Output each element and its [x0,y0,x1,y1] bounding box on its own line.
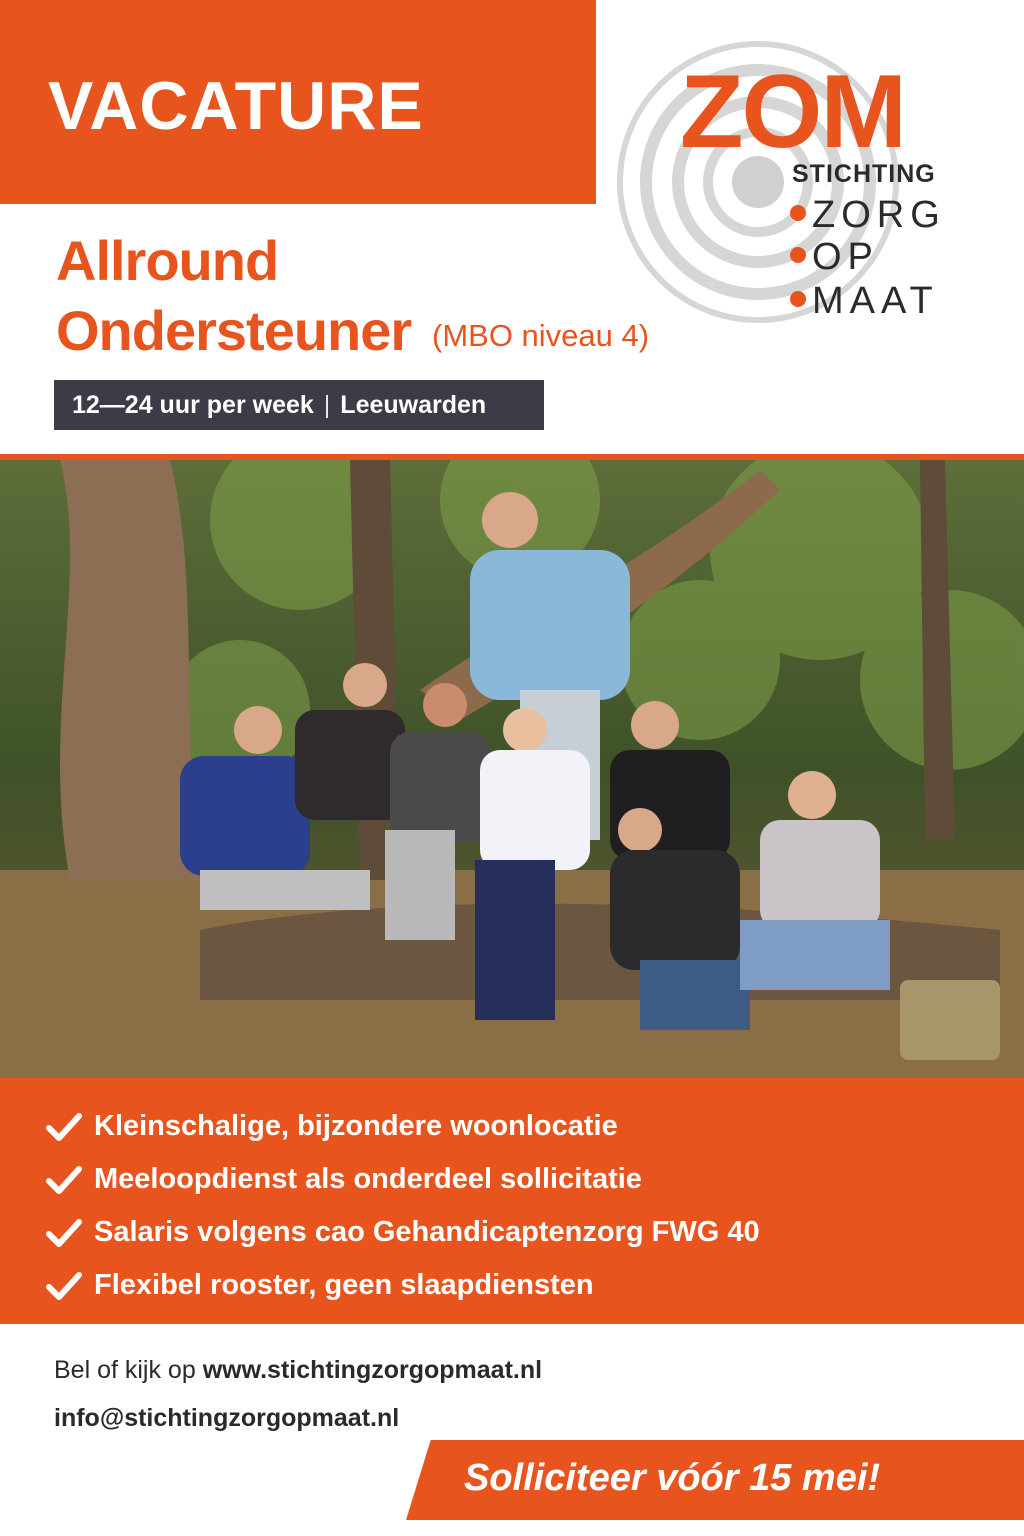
job-title-line2: Ondersteuner [56,299,412,362]
logo-line-maat: MAAT [790,282,939,320]
benefit-text: Salaris volgens cao Gehandicaptenzorg FWG 40 [94,1216,760,1248]
logo-stichting: STICHTING [792,160,936,188]
apply-deadline: Solliciteer vóór 15 mei! [464,1457,881,1499]
checkmark-icon [46,1164,82,1196]
email-link[interactable]: info@stichtingzorgopmaat.nl [54,1404,400,1432]
separator: | [323,390,331,419]
job-location: Leeuwarden [340,390,487,419]
contact-block [54,1346,542,1442]
list-item [46,1153,1024,1206]
hours-location-bar [54,380,544,430]
forest-scene [0,460,1024,1078]
contact-line-website [54,1346,542,1394]
list-item [46,1259,1024,1312]
job-level: (MBO niveau 4) [432,318,650,353]
logo-dot-icon [790,205,806,221]
logo-dot-icon [790,291,806,307]
checkmark-icon [46,1111,82,1143]
logo-dot-icon [790,247,806,263]
logo-mark: ZOM [680,54,906,170]
job-hours: 12—24 uur per week [72,390,314,419]
benefit-text: Flexibel rooster, geen slaapdiensten [94,1269,594,1301]
page-title: VACATURE [48,68,424,144]
website-link[interactable]: www.stichtingzorgopmaat.nl [202,1356,543,1384]
logo-line-op: OP [790,238,879,276]
group-photo [0,460,1024,1078]
contact-prefix: Bel of kijk op [54,1356,196,1384]
benefit-text: Kleinschalige, bijzondere woonlocatie [94,1110,618,1142]
checkmark-icon [46,1217,82,1249]
benefits-list [0,1078,1024,1324]
list-item [46,1100,1024,1153]
job-title-line1: Allround [56,229,279,292]
checkmark-icon [46,1270,82,1302]
benefit-text: Meeloopdienst als onderdeel sollicitatie [94,1163,642,1195]
logo-line-zorg: ZORG [790,196,946,234]
list-item [46,1206,1024,1259]
